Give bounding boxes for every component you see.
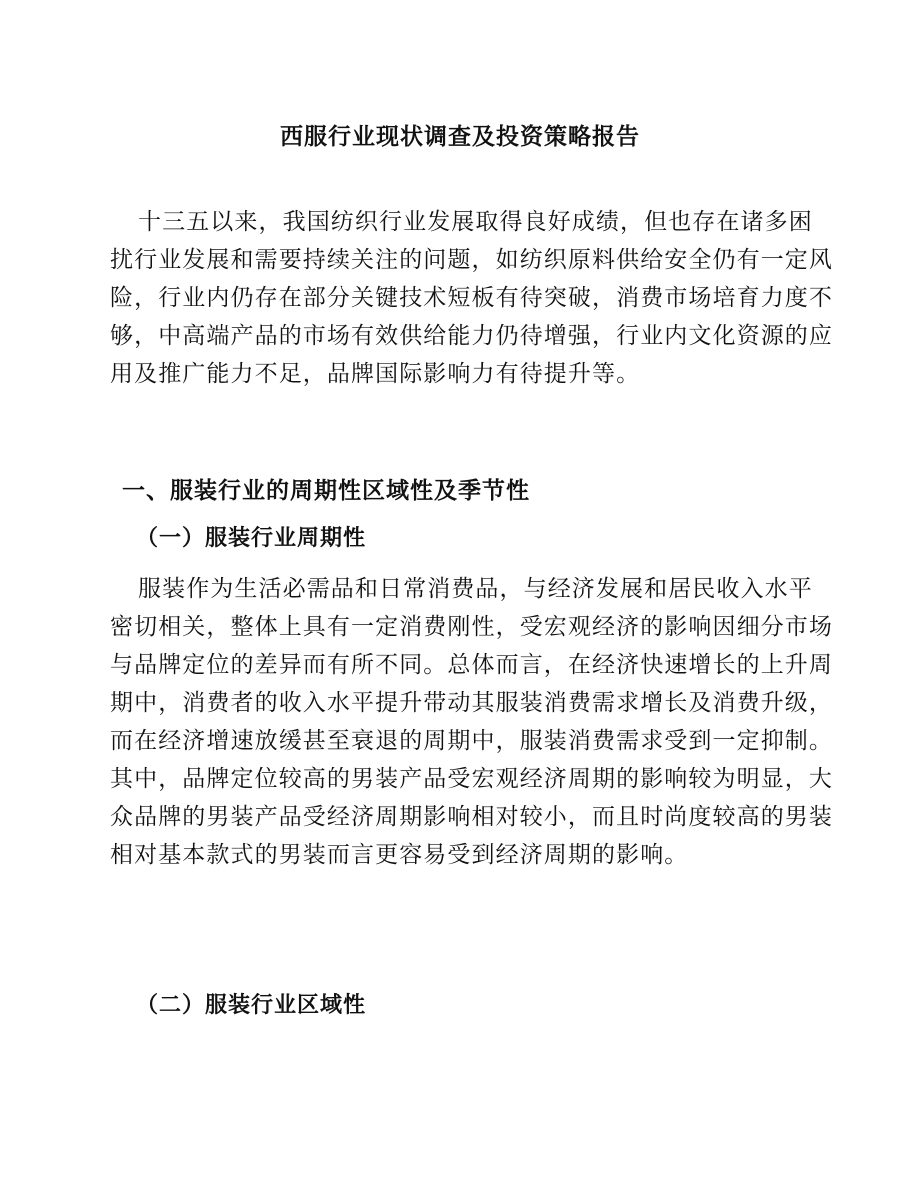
cycle-paragraph (110, 570, 833, 874)
paragraph-line: 十三五以来，我国纺织行业发展取得良好成绩，但也存在诸多困 (138, 209, 813, 235)
paragraph-line: 与品牌定位的差异而有所不同。总体而言，在经济快速增长的上升周 (110, 652, 833, 678)
paragraph-line: 够，中高端产品的市场有效供给能力仍待增强，行业内文化资源的应 (110, 323, 833, 349)
paragraph-line: 众品牌的男装产品受经济周期影响相对较小，而且时尚度较高的男装 (110, 804, 833, 830)
paragraph-line: 密切相关，整体上具有一定消费刚性，受宏观经济的影响因细分市场 (110, 614, 833, 640)
paragraph-line: 服装作为生活必需品和日常消费品，与经济发展和居民收入水平 (138, 576, 813, 602)
paragraph-line: 险，行业内仍存在部分关键技术短板有待突破，消费市场培育力度不 (110, 285, 833, 311)
paragraph-line: 期中，消费者的收入水平提升带动其服装消费需求增长及消费升级， (110, 690, 833, 716)
paragraph-line: 用及推广能力不足，品牌国际影响力有待提升等。 (110, 361, 641, 387)
subsection-heading: （一）服装行业周期性 (136, 525, 367, 551)
document-title: 西服行业现状调查及投资策略报告 (280, 123, 640, 150)
paragraph-line: 扰行业发展和需要持续关注的问题，如纺织原料供给安全仍有一定风 (110, 247, 833, 273)
section-heading: 一、服装行业的周期性区域性及季节性 (122, 477, 530, 504)
paragraph-line: 其中，品牌定位较高的男装产品受宏观经济周期的影响较为明显，大 (110, 766, 833, 792)
subsection-heading: （二）服装行业区域性 (136, 992, 367, 1018)
paragraph-line: 相对基本款式的男装而言更容易受到经济周期的影响。 (110, 842, 689, 868)
intro-paragraph (110, 203, 833, 393)
paragraph-line: 而在经济增速放缓甚至衰退的周期中，服装消费需求受到一定抑制。 (110, 728, 833, 754)
